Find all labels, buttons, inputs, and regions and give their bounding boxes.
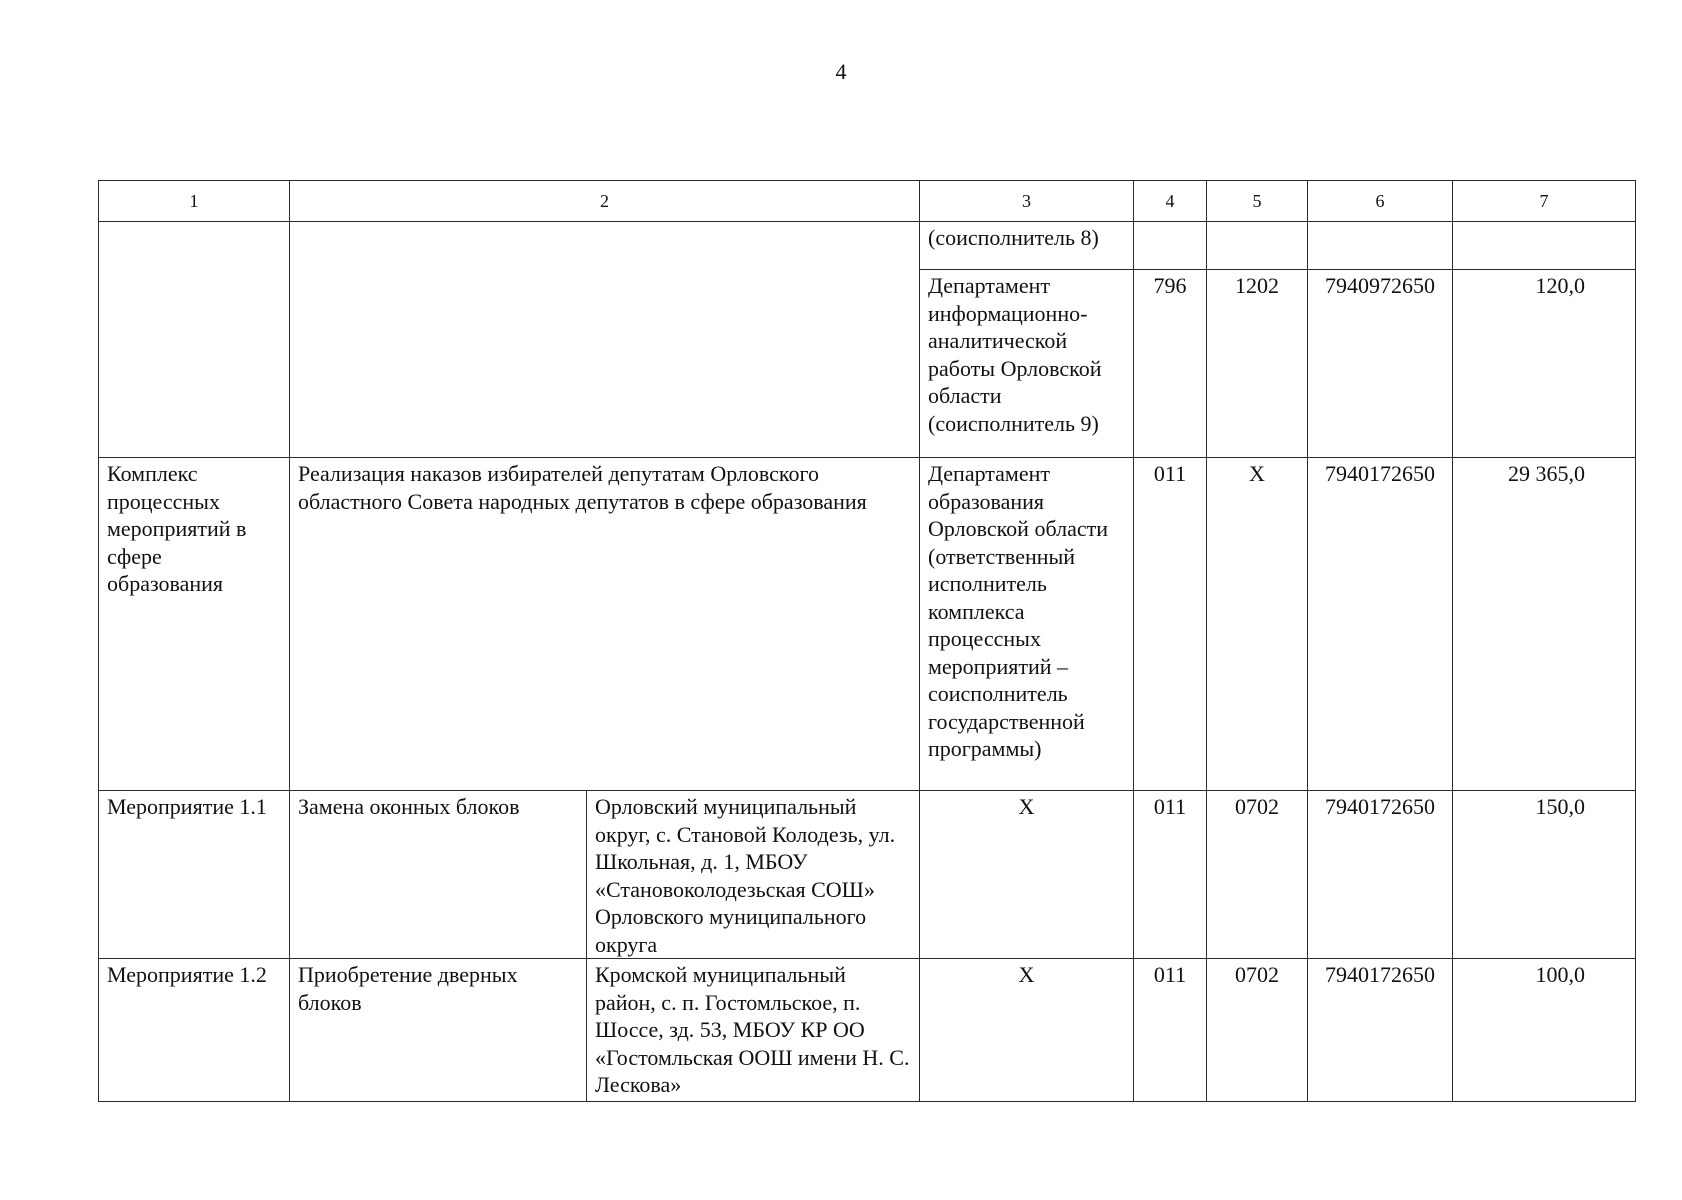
table-cell: X bbox=[1207, 458, 1308, 791]
table-cell: Комплекс процессных мероприятий в сфере образования bbox=[99, 458, 290, 791]
table-cell bbox=[99, 222, 290, 458]
header-cell: 3 bbox=[920, 181, 1134, 222]
page-number: 4 bbox=[835, 59, 847, 84]
table-cell bbox=[1207, 222, 1308, 270]
table-row bbox=[99, 222, 1636, 270]
table-cell: Мероприятие 1.2 bbox=[99, 959, 290, 1102]
table-cell: 100,0 bbox=[1453, 959, 1636, 1102]
budget-table bbox=[98, 180, 1636, 1102]
table-cell: 7940172650 bbox=[1308, 458, 1453, 791]
table-cell: 29 365,0 bbox=[1453, 458, 1636, 791]
table-cell: 011 bbox=[1134, 458, 1207, 791]
table-cell: Департамент образования Орловской области (ответственный исполнитель комплекса процессных мероприятий – соисполнитель государственной программы) bbox=[920, 458, 1134, 791]
header-cell: 7 bbox=[1453, 181, 1636, 222]
table-cell bbox=[1453, 222, 1636, 270]
table-row bbox=[99, 791, 1636, 959]
header-cell: 4 bbox=[1134, 181, 1207, 222]
header-cell: 2 bbox=[290, 181, 920, 222]
header-cell: 1 bbox=[99, 181, 290, 222]
header-cell: 5 bbox=[1207, 181, 1308, 222]
table-cell: 7940972650 bbox=[1308, 270, 1453, 458]
table-cell: 7940172650 bbox=[1308, 791, 1453, 959]
table-cell: 150,0 bbox=[1453, 791, 1636, 959]
table-cell: (соисполнитель 8) bbox=[920, 222, 1134, 270]
table-cell: 7940172650 bbox=[1308, 959, 1453, 1102]
table-cell: Замена оконных блоков bbox=[290, 791, 587, 959]
table-cell: Реализация наказов избирателей депутатам Орловского областного Совета народных депутатов в сфере образования bbox=[290, 458, 920, 791]
table-cell: 011 bbox=[1134, 791, 1207, 959]
table-header-row bbox=[99, 181, 1636, 222]
table-cell: 1202 bbox=[1207, 270, 1308, 458]
table-cell: X bbox=[920, 791, 1134, 959]
table-cell: 120,0 bbox=[1453, 270, 1636, 458]
table-cell bbox=[1134, 222, 1207, 270]
table-cell: Кромской муниципальный район, с. п. Гостомльское, п. Шоссе, зд. 53, МБОУ КР ОО «Гостомльская ООШ имени Н. С. Лескова» bbox=[587, 959, 920, 1102]
table-cell: X bbox=[920, 959, 1134, 1102]
table-cell: Приобретение дверных блоков bbox=[290, 959, 587, 1102]
table-cell: 796 bbox=[1134, 270, 1207, 458]
table-cell: Департамент информационно-аналитической работы Орловской области (соисполнитель 9) bbox=[920, 270, 1134, 458]
table-cell: 0702 bbox=[1207, 791, 1308, 959]
header-cell: 6 bbox=[1308, 181, 1453, 222]
table-cell: 0702 bbox=[1207, 959, 1308, 1102]
table-cell: Мероприятие 1.1 bbox=[99, 791, 290, 959]
table-row bbox=[99, 458, 1636, 791]
table-cell bbox=[290, 222, 920, 458]
table-cell: Орловский муниципальный округ, с. Становой Колодезь, ул. Школьная, д. 1, МБОУ «Становоколодезьская СОШ» Орловского муниципального округа bbox=[587, 791, 920, 959]
table-cell: 011 bbox=[1134, 959, 1207, 1102]
table-row bbox=[99, 959, 1636, 1102]
table-cell bbox=[1308, 222, 1453, 270]
